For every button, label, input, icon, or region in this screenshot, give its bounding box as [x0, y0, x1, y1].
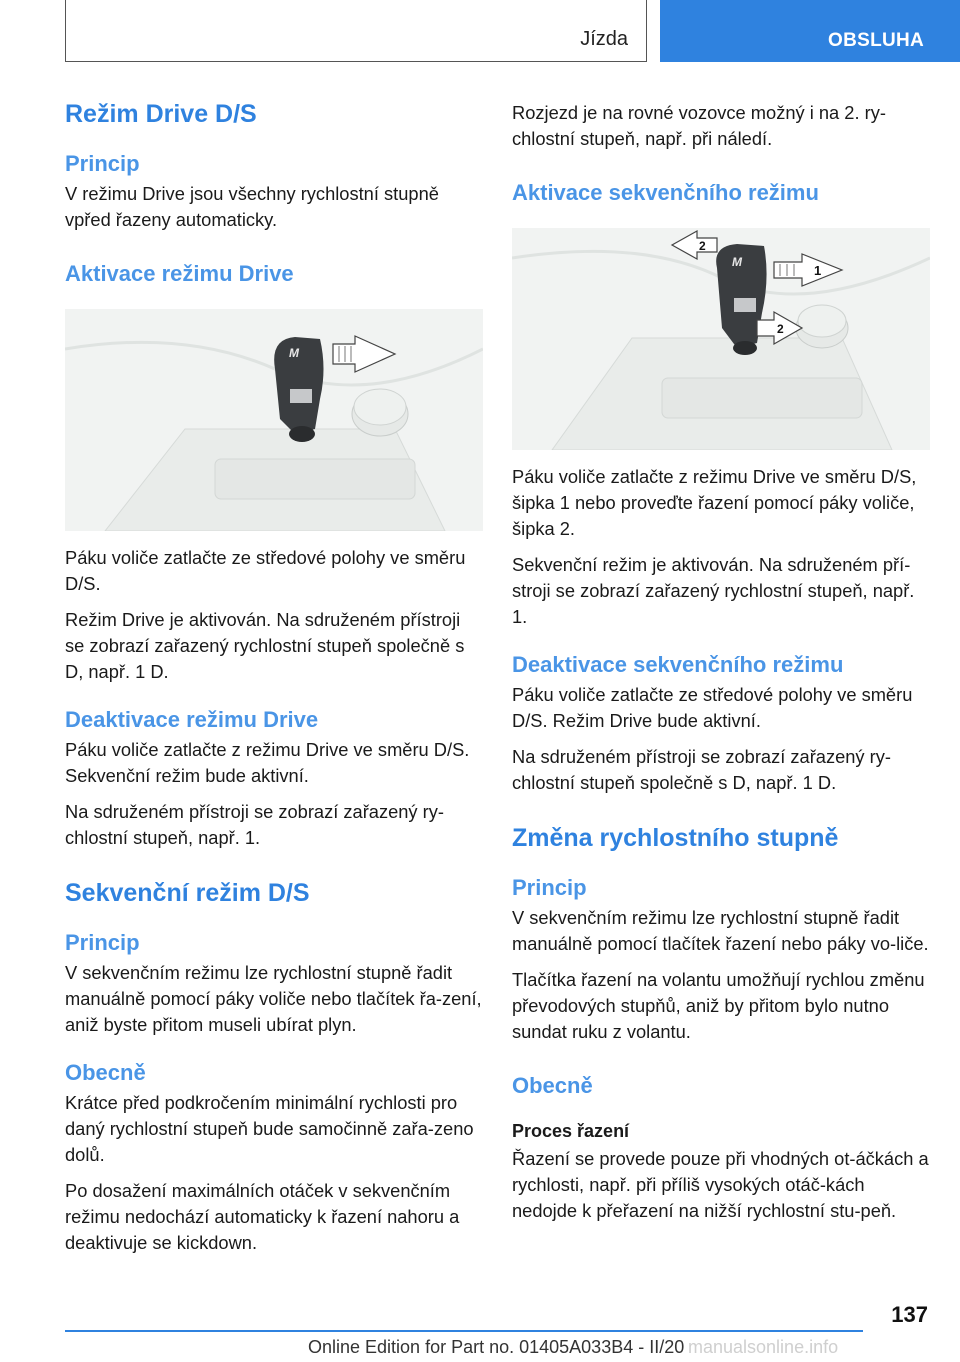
paragraph-princip-3: V sekvenčním režimu lze rychlostní stupně řadit manuálně pomocí tlačítek řazení nebo páky vo-liče.	[512, 907, 929, 954]
paragraph-deaktivace-2: Na sdruženém přístroji se zobrazí zařazený ry-chlostní stupeň, např. 1.	[65, 801, 444, 848]
paragraph-obecne-2: Po dosažení maximálních otáček v sekvenčním režimu nedochází automaticky k řazení nahoru a deaktivuje se kickdown.	[65, 1180, 460, 1253]
arrow-label-1: 1	[814, 263, 822, 278]
footer-edition: Online Edition for Part no. 01405A033B4 - II/20	[308, 1337, 685, 1357]
header-frame	[65, 0, 647, 62]
paragraph-princip-2: V sekvenčním režimu lze rychlostní stupně řadit manuálně pomocí páky voliče nebo tlačítek řa-zení, aniž byste přitom museli ubírat plyn.	[65, 962, 482, 1035]
heading-obecne-1: Obecně	[65, 1060, 146, 1085]
illustration-sequential-lever	[512, 228, 930, 450]
heading-princip-1: Princip	[65, 151, 140, 176]
paragraph-sipka: Páku voliče zatlačte z režimu Drive ve směru D/S, šipka 1 nebo proveďte řazení pomocí páky voliče, šipka 2.	[512, 466, 917, 539]
arrow-label-2-bottom: 2	[777, 322, 784, 336]
heading-drive-mode: Režim Drive D/S	[65, 100, 257, 128]
paragraph-deaktivace-sekv-2: Na sdruženém přístroji se zobrazí zařazený ry-chlostní stupeň společně s D, např. 1 D.	[512, 746, 891, 793]
svg-text:M: M	[732, 255, 742, 269]
page-number: 137	[891, 1302, 928, 1327]
heading-deaktivace-drive: Deaktivace režimu Drive	[65, 707, 319, 732]
paragraph-sekv-aktivovan: Sekvenční režim je aktivován. Na sdruženém pří-stroji se zobrazí zařazený rychlostní stupeň, např. 1.	[512, 554, 915, 627]
svg-text:M: M	[289, 346, 299, 360]
paragraph-obecne-1: Krátce před podkročením minimální rychlosti pro daný rychlostní stupeň bude samočinně zařa-zeno dolů.	[65, 1092, 474, 1165]
left-column	[65, 100, 483, 1256]
right-column	[512, 100, 930, 1224]
heading-obecne-2: Obecně	[512, 1073, 593, 1098]
illustration-drive-lever	[65, 309, 483, 531]
paragraph-drive-push: Páku voliče zatlačte ze středové polohy ve směru D/S.	[65, 547, 466, 594]
paragraph-princip-1: V režimu Drive jsou všechny rychlostní stupně vpřed řazeny automaticky.	[65, 183, 439, 230]
heading-aktivace-drive: Aktivace režimu Drive	[65, 261, 294, 286]
heading-deaktivace-sekvencniho: Deaktivace sekvenčního režimu	[512, 652, 844, 677]
header-section-title: Jízda	[580, 28, 628, 50]
paragraph-deaktivace-sekv-1: Páku voliče zatlačte ze středové polohy ve směru D/S. Režim Drive bude aktivní.	[512, 684, 913, 731]
footer-watermark: manualsonline.info	[688, 1337, 839, 1357]
footer-divider	[65, 1330, 863, 1332]
heading-aktivace-sekvencniho: Aktivace sekvenčního režimu	[512, 180, 819, 205]
heading-zmena-stupne: Změna rychlostního stupně	[512, 824, 839, 852]
heading-proces-razeni: Proces řazení	[512, 1121, 630, 1141]
paragraph-tlacitka: Tlačítka řazení na volantu umožňují rychlou změnu převodových stupňů, aniž by přitom bylo nutno sundat ruku z volantu.	[512, 969, 925, 1042]
paragraph-drive-activated: Režim Drive je aktivován. Na sdruženém přístroji se zobrazí zařazený rychlostní stupeň společně s D, např. 1 D.	[65, 609, 465, 682]
arrow-label-2-top: 2	[699, 239, 706, 253]
heading-princip-3: Princip	[512, 875, 587, 900]
heading-sequential-mode: Sekvenční režim D/S	[65, 879, 310, 907]
header-chapter-tab: OBSLUHA	[660, 0, 960, 62]
paragraph-deaktivace-1: Páku voliče zatlačte z režimu Drive ve směru D/S. Sekvenční režim bude aktivní.	[65, 739, 470, 786]
paragraph-rozjezd: Rozjezd je na rovné vozovce možný i na 2. ry-chlostní stupeň, např. při náledí.	[512, 102, 886, 149]
heading-princip-2: Princip	[65, 930, 140, 955]
paragraph-proces-razeni: Řazení se provede pouze při vhodných ot-áčkách a rychlosti, např. při příliš vysokých otáč-kách nedojde k přeřazení na nižší rychlostní stu-peň.	[512, 1148, 929, 1221]
